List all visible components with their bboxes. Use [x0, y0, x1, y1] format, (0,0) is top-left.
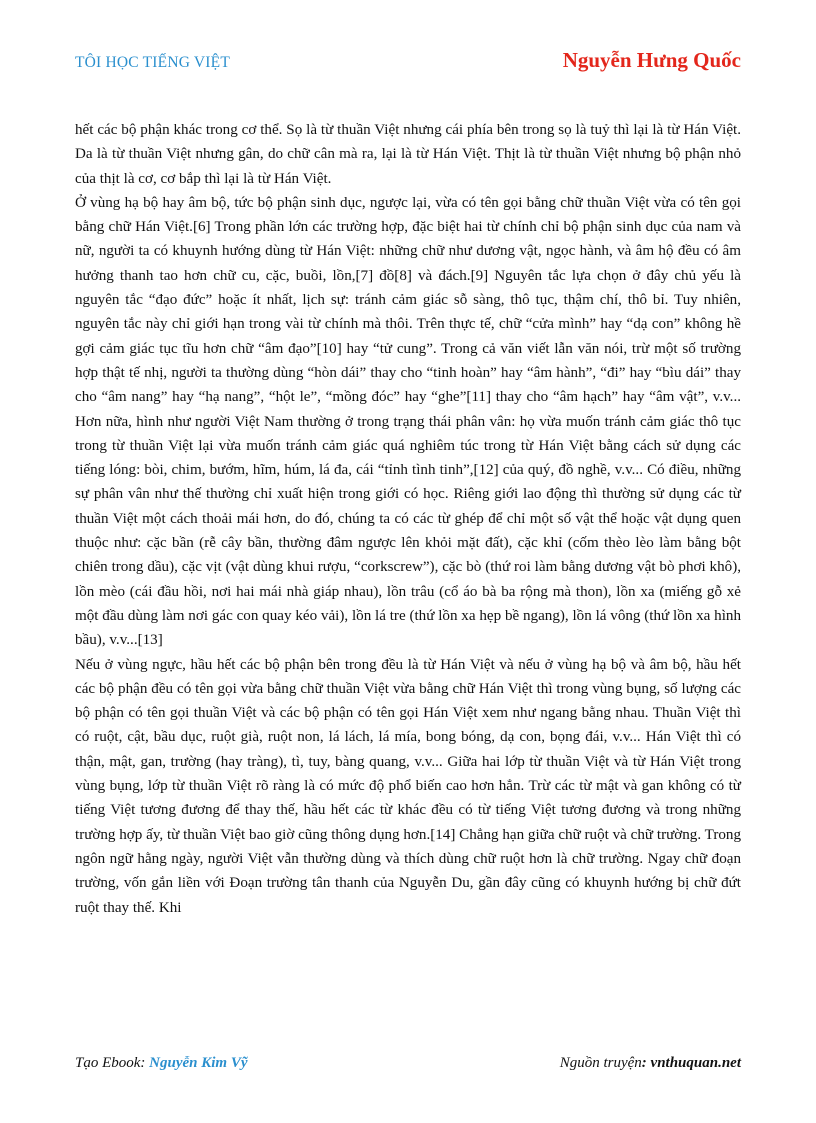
ebook-author: Nguyễn Kim Vỹ: [149, 1055, 248, 1071]
paragraph-3: Nếu ở vùng ngực, hầu hết các bộ phận bên trong đều là từ Hán Việt và nếu ở vùng hạ bộ và âm bộ, hầu hết các bộ phận đều có tên gọi vừa bằng chữ thuần Việt vừa bằng chữ Hán Việt thì trong vùng bụng, số lượng các bộ phận có tên gọi thuần Việt và các bộ phận có tên gọi Hán Việt xem như ngang bằng nhau. Thuần Việt thì có ruột, cật, bầu dục, ruột già, ruột non, lá lách, lá mía, bong bóng, dạ con, bọng đái, v.v... Hán Việt thì có thận, mật, gan, trường (hay tràng), tì, tuy, bàng quang, v.v... Giữa hai lớp từ thuần Việt và từ Hán Việt trong vùng bụng, lớp từ thuần Việt rõ ràng là có mức độ phổ biến cao hơn hẳn. Trừ các từ mật và gan không có từ tiếng Việt tương đương để thay thế, hầu hết các từ khác đều có từ tiếng Việt tương đương và trong những trường hợp ấy, từ thuần Việt bao giờ cũng thông dụng hơn.[14] Chẳng hạn giữa chữ ruột và chữ trường. Trong ngôn ngữ hằng ngày, người Việt vẫn thường dùng và thích dùng chữ ruột hơn là chữ trường. Ngay chữ đoạn trường, vốn gắn liền với Đoạn trường tân thanh của Nguyễn Du, gần đây cũng có khuynh hướng bị chữ đứt ruột thay thế. Khi: [75, 656, 741, 916]
source-credit: [560, 1055, 741, 1072]
ebook-credit: [75, 1055, 248, 1072]
source-site: vnthuquan.net: [650, 1055, 741, 1071]
source-label: Nguồn truyện: [559, 1055, 642, 1071]
paragraph-2: Ở vùng hạ bộ hay âm bộ, tức bộ phận sinh dục, ngược lại, vừa có tên gọi bằng chữ thuần Việt vừa có tên gọi bằng chữ Hán Việt.[6] Trong phần lớn các trường hợp, đặc biệt hai từ chính chỉ bộ phận sinh dục của nam và nữ, người ta có khuynh hướng dùng từ Hán Việt: những chữ như dương vật, ngọc hành, và âm hộ đều có âm hưởng thanh tao hơn chữ cu, cặc, buồi, lồn,[7] đồ[8] và đách.[9] Nguyên tắc lựa chọn ở đây chủ yếu là nguyên tắc “đạo đức” hoặc ít nhất, lịch sự: tránh cảm giác sỗ sàng, thô tục, thậm chí, thô bỉ. Tuy nhiên, nguyên tắc này chỉ giới hạn trong vài từ chính mà thôi. Trên thực tế, chữ “cửa mình” hay “dạ con” không hề gợi cảm giác tục tĩu hơn chữ “âm đạo”[10] hay “tử cung”. Trong cả văn viết lẫn văn nói, trừ một số trường hợp thật tế nhị, người ta thường dùng “hòn dái” thay cho “tinh hoàn” hay “âm hành”, “đi” hay “bìu dái” thay cho “âm nang” hay “hạ nang”, “hột le”, “mồng đóc” hay “ghe”[11] thay cho “âm hạch” hay “âm vật”, v.v... Hơn nữa, hình như người Việt Nam thường ở trong trạng thái phân vân: họ vừa muốn tránh cảm giác thô tục trong từ thuần Việt lại vừa muốn tránh cảm giác quá nghiêm túc trong từ Hán Việt bằng cách sử dụng các tiếng lóng: bòi, chim, bướm, hĩm, húm, lá đa, cái “tỉnh tình tinh”,[12] của quý, đồ nghề, v.v... Có điều, những sự phân vân như thế thường chỉ xuất hiện trong giới có học. Riêng giới lao động thì thường sử dụng các từ thuần Việt một cách thoải mái hơn, do đó, chúng ta có các từ ghép để chỉ một số vật thể hoặc vật dụng quen thuộc như: cặc bần (rễ cây bần, thường đâm ngược lên khỏi mặt đất), cặc khỉ (cốm thèo lèo làm bằng bột chiên trong dầu), cặc vịt (vật dùng khui rượu, “corkscrew”), cặc bò (thứ roi làm bằng dương vật bò phơi khô), lồn mèo (cái đầu hồi, nơi hai mái nhà giáp nhau), lồn trâu (cổ áo bà ba rộng mà thon), lồn xa (miếng gỗ xẻ một đầu dùng làm nơi gác con quay kéo vải), lồn lá tre (thứ lồn xa hẹp bề ngang), lồn lá vông (thứ lồn xa hình bầu), v.v...[13]: [75, 194, 741, 649]
author-name: Nguyễn Hưng Quốc: [562, 48, 741, 72]
page-header: [75, 48, 741, 78]
paragraph-1: hết các bộ phận khác trong cơ thể. Sọ là từ thuần Việt nhưng cái phía bên trong sọ là tuỷ thì lại là từ Hán Việt. Da là từ thuần Việt nhưng gân, do chữ cân mà ra, lại là từ Hán Việt. Thịt là từ thuần Việt nhưng bộ phận nhỏ của thịt là cơ, cơ bắp thì lại là từ Hán Việt.: [75, 122, 741, 187]
ebook-label: Tạo Ebook: [75, 1055, 141, 1071]
book-title: TÔI HỌC TIẾNG VIỆT: [75, 54, 230, 71]
body-text: [75, 118, 741, 920]
ebook-separator: :: [140, 1055, 150, 1071]
page-footer: [75, 1055, 741, 1077]
source-separator: :: [641, 1055, 651, 1071]
